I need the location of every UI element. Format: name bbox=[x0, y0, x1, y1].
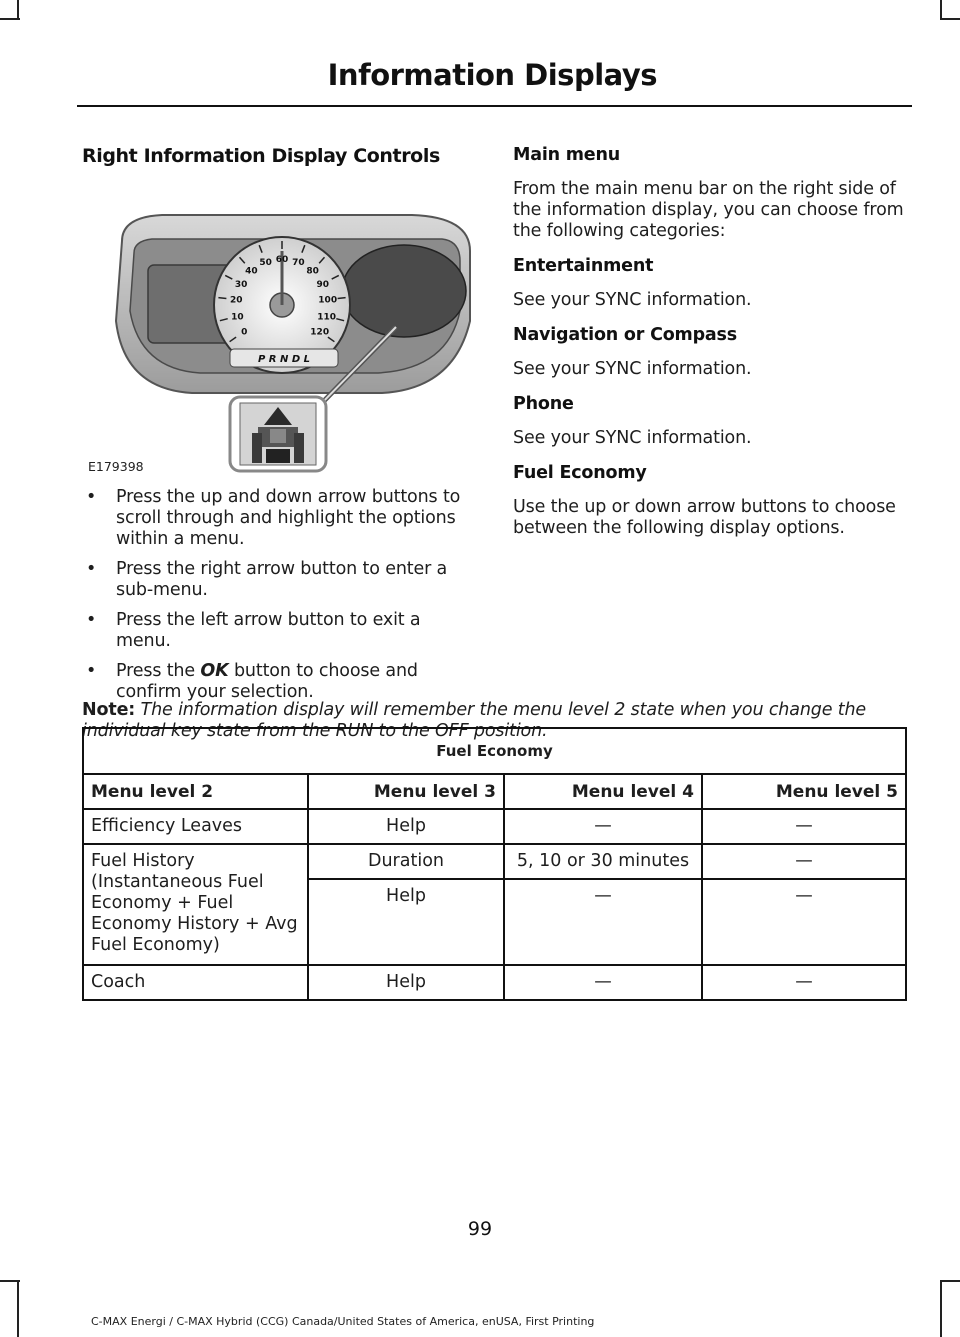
table-row bbox=[83, 965, 906, 1000]
page-number: 99 bbox=[467, 1218, 493, 1240]
list-item-text-pre: Press the bbox=[116, 661, 201, 681]
gauge-label: 110 bbox=[317, 312, 336, 323]
list-item bbox=[82, 661, 477, 703]
column-header: Menu level 3 bbox=[308, 774, 504, 809]
main-menu-heading: Main menu bbox=[513, 145, 620, 165]
crop-mark bbox=[940, 0, 942, 20]
category-text-navigation: See your SYNC information. bbox=[513, 359, 752, 379]
main-menu-text: From the main menu bar on the right side of the information display, you can choose from the following categories: bbox=[513, 179, 904, 241]
table-cell: Coach bbox=[83, 965, 308, 1000]
page-header-title: Information Displays bbox=[327, 58, 657, 92]
right-column bbox=[513, 145, 908, 553]
list-item-text: Press the up and down arrow buttons to scroll through and highlight the options within a menu. bbox=[116, 487, 461, 549]
gauge-label: 100 bbox=[318, 295, 338, 306]
gauge-label: 0 bbox=[241, 327, 248, 338]
gauge-tick bbox=[218, 298, 226, 299]
table-caption: Fuel Economy bbox=[83, 728, 906, 774]
table-row bbox=[83, 809, 906, 844]
table-cell: Help bbox=[308, 879, 504, 965]
section-title: Right Information Display Controls bbox=[82, 145, 440, 167]
list-item bbox=[82, 610, 477, 652]
gear-selector-label: P R N D L bbox=[258, 354, 310, 365]
crop-mark bbox=[17, 0, 19, 20]
note-label: Note: bbox=[82, 700, 136, 720]
category-heading-entertainment: Entertainment bbox=[513, 256, 654, 276]
right-display-highlight bbox=[342, 245, 466, 337]
table-cell: — bbox=[702, 844, 906, 879]
gauge-label: 30 bbox=[234, 279, 248, 290]
table-cell: — bbox=[702, 809, 906, 844]
bullet-marker: • bbox=[86, 661, 97, 681]
left-column bbox=[82, 145, 477, 712]
gauge-label: 40 bbox=[245, 266, 258, 277]
category-text-fuel-economy: Use the up or down arrow buttons to choose between the following display options. bbox=[513, 497, 896, 538]
footer-text: C-MAX Energi / C-MAX Hybrid (CCG) Canada/United States of America, enUSA, First Printing bbox=[91, 1315, 595, 1328]
crop-mark bbox=[0, 1280, 20, 1282]
list-item bbox=[82, 559, 477, 601]
crop-mark bbox=[940, 1280, 960, 1282]
category-heading-phone: Phone bbox=[513, 394, 574, 414]
gauge-label: 70 bbox=[292, 258, 305, 268]
gauge-label: 50 bbox=[259, 258, 272, 268]
instruction-list bbox=[82, 487, 477, 703]
gauge-label: 10 bbox=[231, 312, 244, 323]
header-rule bbox=[77, 105, 912, 107]
table-cell: Efficiency Leaves bbox=[83, 809, 308, 844]
table-header-row bbox=[83, 774, 906, 809]
table-cell: — bbox=[504, 809, 702, 844]
gauge-tick bbox=[338, 298, 346, 299]
ok-button-label: OK bbox=[200, 661, 229, 681]
crop-mark bbox=[17, 1280, 19, 1337]
table-cell: 5, 10 or 30 minutes bbox=[504, 844, 702, 879]
table-cell: Help bbox=[308, 809, 504, 844]
category-text-entertainment: See your SYNC information. bbox=[513, 290, 752, 310]
crop-mark bbox=[940, 18, 960, 20]
column-header: Menu level 5 bbox=[702, 774, 906, 809]
category-heading-navigation: Navigation or Compass bbox=[513, 325, 737, 345]
gauge-label: 120 bbox=[310, 327, 330, 338]
table-cell: Help bbox=[308, 965, 504, 1000]
table-cell: Duration bbox=[308, 844, 504, 879]
column-header: Menu level 2 bbox=[83, 774, 308, 809]
category-heading-fuel-economy: Fuel Economy bbox=[513, 463, 647, 483]
gauge-label: 90 bbox=[316, 279, 330, 290]
crop-mark bbox=[0, 18, 20, 20]
instrument-cluster-figure bbox=[82, 171, 477, 476]
figure-id: E179398 bbox=[88, 459, 144, 474]
bullet-marker: • bbox=[86, 487, 97, 507]
cluster-illustration bbox=[82, 171, 477, 476]
table-cell: — bbox=[504, 965, 702, 1000]
table-cell: — bbox=[702, 965, 906, 1000]
list-item-text: Press the right arrow button to enter a sub-menu. bbox=[116, 559, 448, 600]
gauge-label: 60 bbox=[275, 255, 289, 265]
list-item-text-post: button to choose and confirm your selection. bbox=[116, 661, 418, 702]
table-cell: Fuel History (Instantaneous Fuel Economy + Fuel Economy History + Avg Fuel Economy) bbox=[83, 844, 308, 965]
crop-mark bbox=[940, 1280, 942, 1337]
table-row bbox=[83, 844, 906, 879]
list-item bbox=[82, 487, 477, 550]
note-text: The information display will remember the menu level 2 state when you change the individual key state from the RUN to the OFF position. bbox=[82, 700, 867, 741]
column-header: Menu level 4 bbox=[504, 774, 702, 809]
bullet-marker: • bbox=[86, 559, 97, 579]
bullet-marker: • bbox=[86, 610, 97, 630]
gauge-label: 80 bbox=[306, 266, 319, 277]
table-cell: — bbox=[504, 879, 702, 965]
category-text-phone: See your SYNC information. bbox=[513, 428, 752, 448]
gauge-label: 20 bbox=[230, 295, 243, 306]
list-item-text: Press the left arrow button to exit a menu. bbox=[116, 610, 421, 651]
fuel-economy-table bbox=[82, 727, 907, 1001]
table-cell: — bbox=[702, 879, 906, 965]
